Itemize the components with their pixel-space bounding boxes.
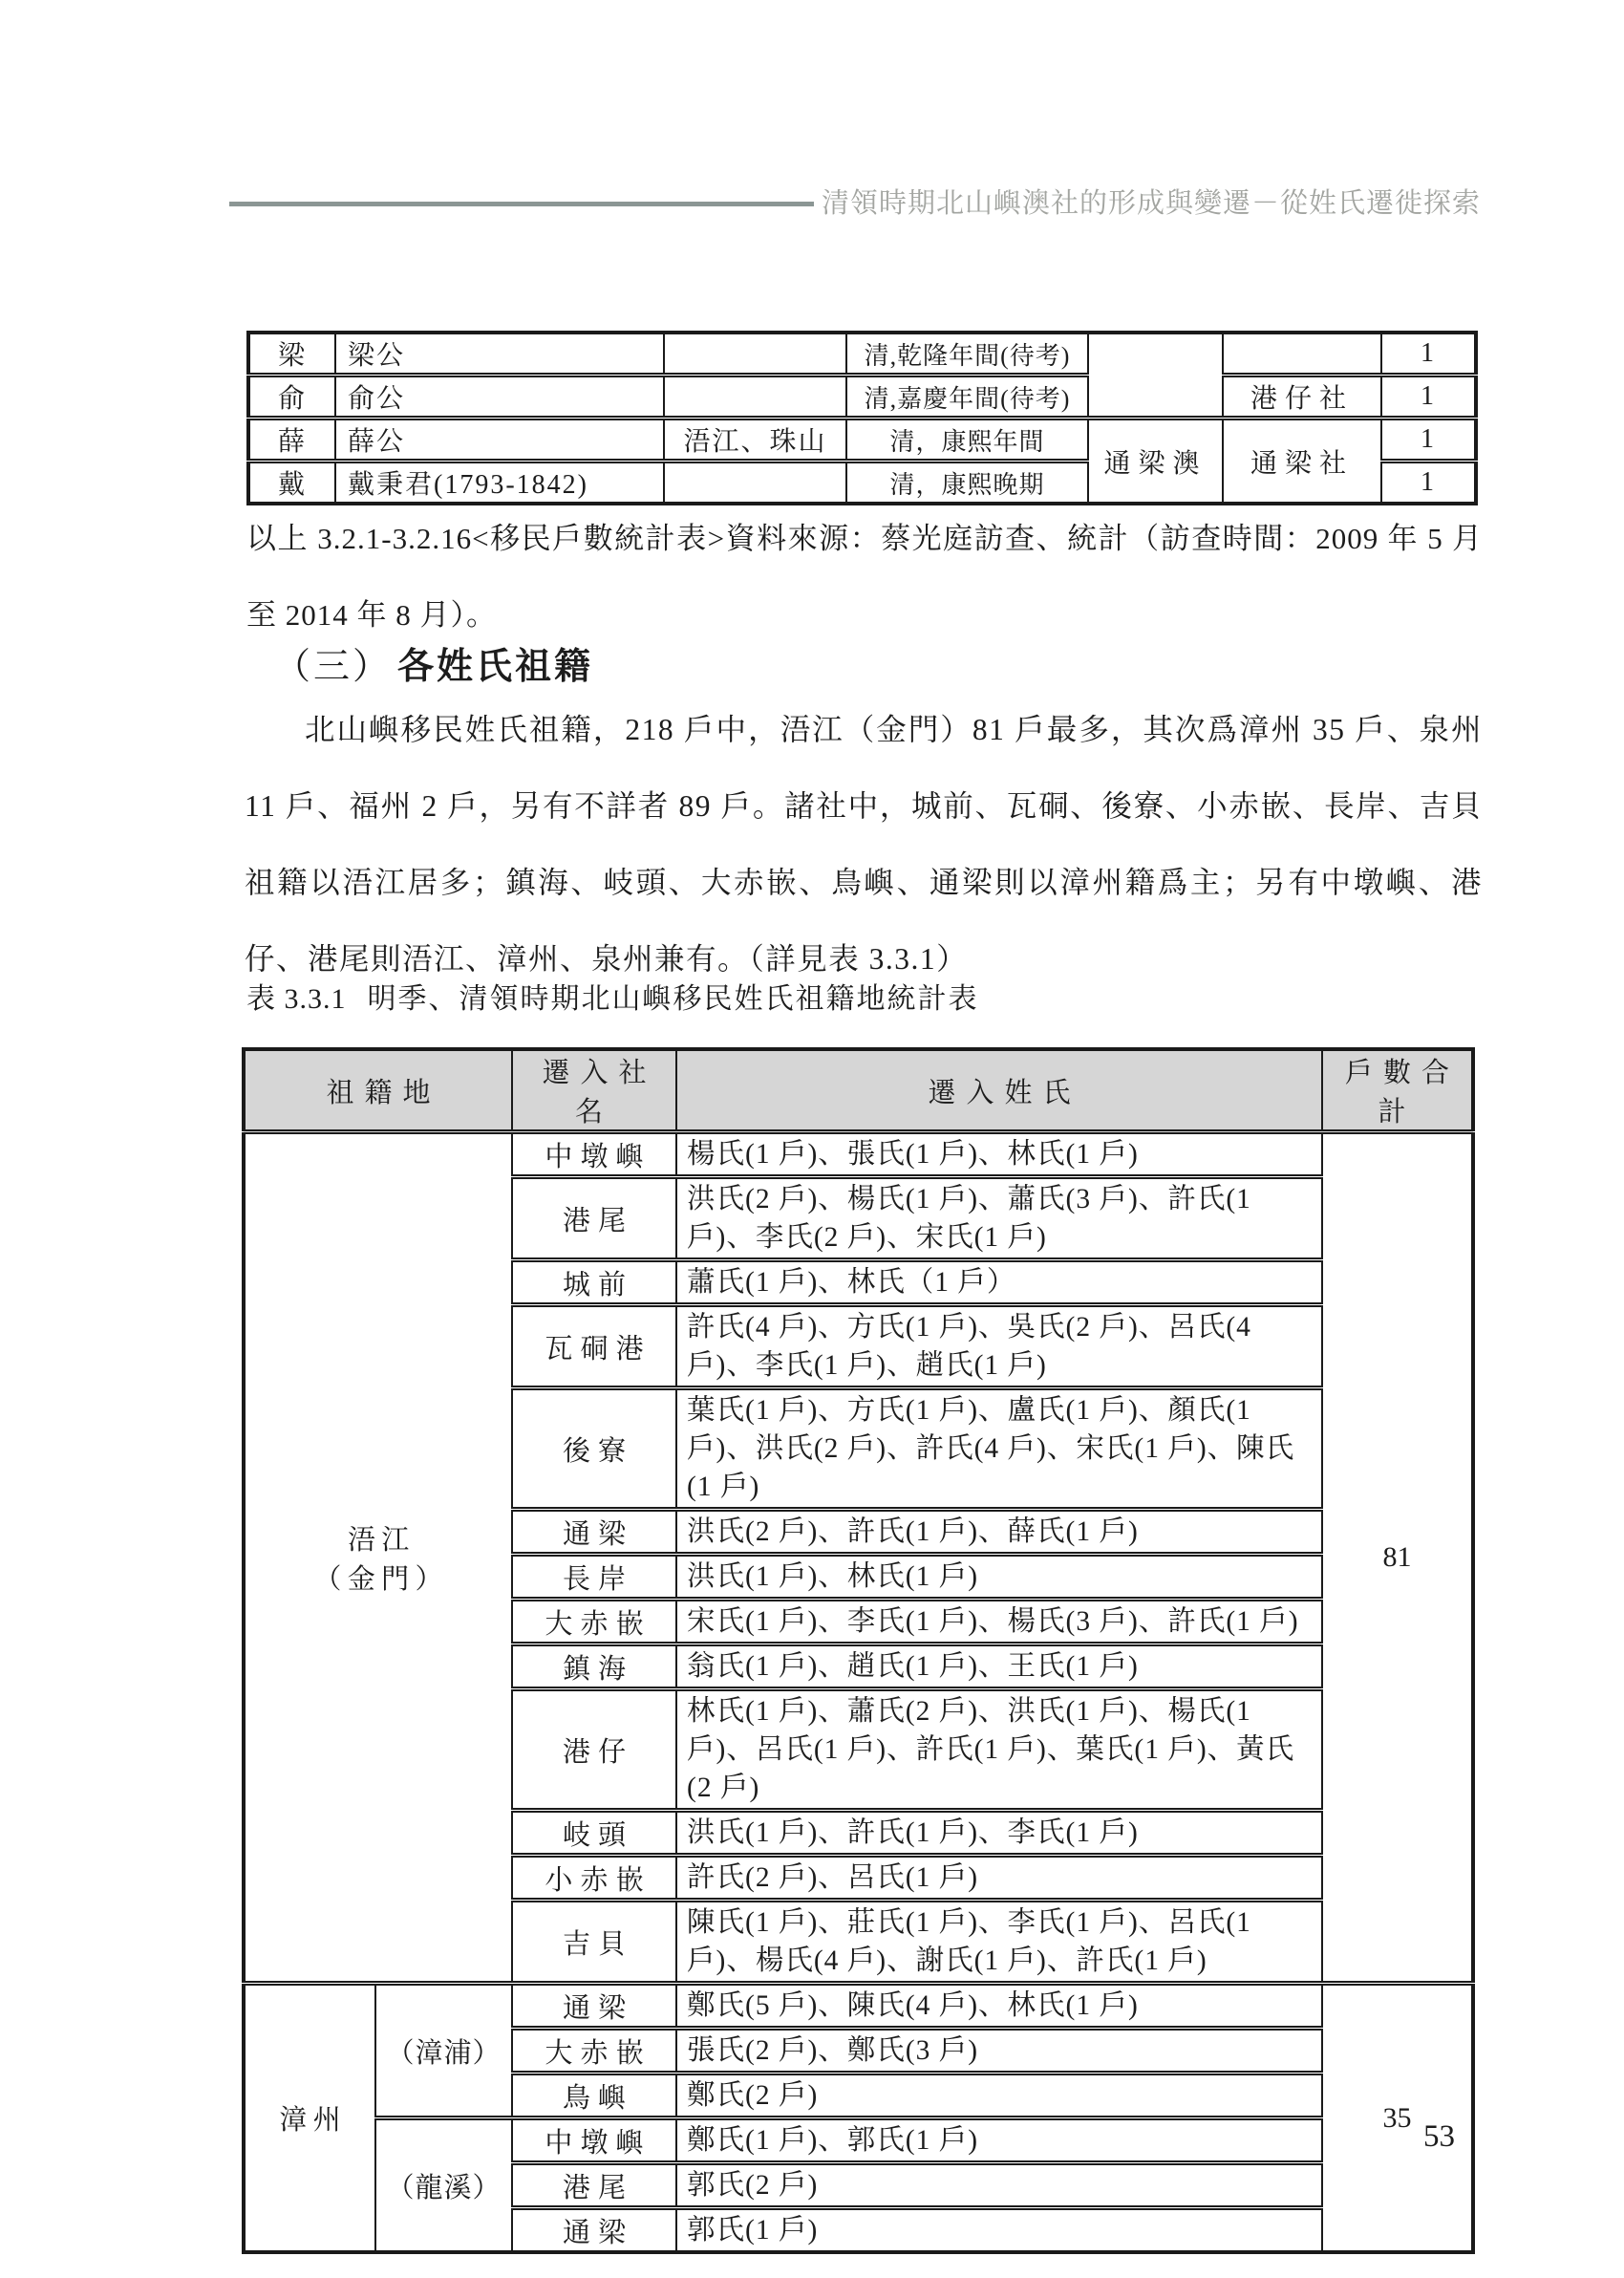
- origin-cell: [664, 376, 846, 419]
- table-caption: [246, 975, 979, 1017]
- household-total-cell: 81: [1322, 1132, 1473, 1984]
- village-cell: 港尾: [512, 2163, 676, 2208]
- table-row: [244, 1984, 1473, 2029]
- surnames-cell: 洪氏(2 戶)、許氏(1 戶)、薛氏(1 戶): [676, 1510, 1322, 1555]
- village-cell: 港尾: [512, 1177, 676, 1260]
- table-row: [244, 1132, 1473, 1177]
- era-cell: 清，康熙晚期: [846, 462, 1088, 505]
- village-cell: 鎮海: [512, 1644, 676, 1689]
- household-total-cell: 35: [1322, 1984, 1473, 2253]
- header-origin: 祖籍地: [244, 1049, 512, 1132]
- surnames-cell: 林氏(1 戶)、蕭氏(2 戶)、洪氏(1 戶)、楊氏(1 戶)、呂氏(1 戶)、許氏(1 戶)、葉氏(1 戶)、黃氏(2 戶): [676, 1689, 1322, 1811]
- surnames-cell: 郭氏(1 戶): [676, 2208, 1322, 2253]
- surnames-cell: 鄭氏(1 戶)、郭氏(1 戶): [676, 2118, 1322, 2163]
- village-cell: 通梁: [512, 1510, 676, 1555]
- origin-line: 浯江: [347, 1525, 416, 1556]
- surname-cell: 薛: [248, 419, 335, 462]
- village-cell: 港仔: [512, 1689, 676, 1811]
- village-cell: 鳥嶼: [512, 2074, 676, 2118]
- surnames-cell: 洪氏(2 戶)、楊氏(1 戶)、蕭氏(3 戶)、許氏(1 戶)、李氏(2 戶)、宋氏(1 戶): [676, 1177, 1322, 1260]
- ancestor-cell: 俞公: [335, 376, 664, 419]
- village-cell: 岐頭: [512, 1811, 676, 1856]
- village-cell: 吉貝: [512, 1901, 676, 1984]
- village-cell: 中墩嶼: [512, 1132, 676, 1177]
- village-cell: 大赤嵌: [512, 2029, 676, 2074]
- count-cell: 1: [1381, 419, 1476, 462]
- migrant-households-table: [246, 331, 1478, 505]
- count-cell: 1: [1381, 376, 1476, 419]
- era-cell: 清,嘉慶年間(待考): [846, 376, 1088, 419]
- table-caption-title: 明季、清領時期北山嶼移民姓氏祖籍地統計表: [367, 983, 979, 1015]
- she-cell: 通梁社: [1223, 419, 1381, 505]
- ancestor-cell: 梁公: [335, 333, 664, 376]
- surname-cell: 梁: [248, 333, 335, 376]
- section-number: （三）: [274, 647, 393, 687]
- ancestor-cell: 戴秉君(1793-1842): [335, 462, 664, 505]
- running-header-title: 清領時期北山嶼澳社的形成與變遷－從姓氏遷徙探索: [821, 188, 1481, 219]
- table-row: [248, 333, 1476, 376]
- ancestor-cell: 薛公: [335, 419, 664, 462]
- village-cell: 小赤嵌: [512, 1856, 676, 1901]
- she-empty-cell: [1223, 333, 1381, 376]
- count-cell: 1: [1381, 462, 1476, 505]
- era-cell: 清,乾隆年間(待考): [846, 333, 1088, 376]
- village-cell: 後寮: [512, 1388, 676, 1510]
- origin-cell: [664, 333, 846, 376]
- surnames-cell: 洪氏(1 戶)、林氏(1 戶): [676, 1555, 1322, 1600]
- she-cell: 港仔社: [1223, 376, 1381, 419]
- origin-cell: [664, 462, 846, 505]
- subregion-cell: （龍溪）: [375, 2118, 512, 2253]
- section-title: 各姓氏祖籍: [397, 647, 594, 687]
- ao-empty-cell: [1088, 333, 1223, 419]
- village-cell: 通梁: [512, 1984, 676, 2029]
- surnames-cell: 陳氏(1 戶)、莊氏(1 戶)、李氏(1 戶)、呂氏(1 戶)、楊氏(4 戶)、謝氏(1 戶)、許氏(1 戶): [676, 1901, 1322, 1984]
- ao-cell: 通梁澳: [1088, 419, 1223, 505]
- surnames-cell: 葉氏(1 戶)、方氏(1 戶)、盧氏(1 戶)、顏氏(1 戶)、洪氏(2 戶)、許氏(4 戶)、宋氏(1 戶)、陳氏(1 戶): [676, 1388, 1322, 1510]
- header-village: 遷入社名: [512, 1049, 676, 1132]
- surname-cell: 俞: [248, 376, 335, 419]
- village-cell: 中墩嶼: [512, 2118, 676, 2163]
- origin-cell: [244, 1132, 512, 1984]
- table-header-row: [244, 1049, 1473, 1132]
- table-row: [248, 419, 1476, 462]
- surnames-cell: 楊氏(1 戶)、張氏(1 戶)、林氏(1 戶): [676, 1132, 1322, 1177]
- surnames-cell: 鄭氏(2 戶): [676, 2074, 1322, 2118]
- village-cell: 長岸: [512, 1555, 676, 1600]
- origin-cell: 浯江、珠山: [664, 419, 846, 462]
- surnames-cell: 張氏(2 戶)、鄭氏(3 戶): [676, 2029, 1322, 2074]
- origin-cell: 漳州: [244, 1984, 375, 2253]
- source-note: 以上 3.2.1-3.2.16<移民戶數統計表>資料來源：蔡光庭訪查、統計（訪查時間：2009 年 5 月至 2014 年 8 月）。: [246, 522, 1483, 632]
- count-cell: 1: [1381, 333, 1476, 376]
- surnames-cell: 許氏(2 戶)、呂氏(1 戶): [676, 1856, 1322, 1901]
- header-surnames: 遷入姓氏: [676, 1049, 1322, 1132]
- table-row: [248, 376, 1476, 419]
- surnames-cell: 翁氏(1 戶)、趙氏(1 戶)、王氏(1 戶): [676, 1644, 1322, 1689]
- village-cell: 城前: [512, 1260, 676, 1305]
- body-paragraph: 北山嶼移民姓氏祖籍，218 戶中，浯江（金門）81 戶最多，其次爲漳州 35 戶、泉州 11 戶、福州 2 戶，另有不詳者 89 戶。諸社中，城前、瓦硐、後寮、小赤嵌、長岸、吉貝祖籍以浯江居多；鎮海、岐頭、大赤嵌、鳥嶼、通梁則以漳州籍爲主；另有中墩嶼、港仔、港尾則浯江、漳州、泉州兼有。（詳見表 3.3.1）: [245, 713, 1483, 976]
- surnames-cell: 鄭氏(5 戶)、陳氏(4 戶)、林氏(1 戶): [676, 1984, 1322, 2029]
- section-heading: [274, 636, 593, 689]
- surnames-cell: 蕭氏(1 戶)、林氏（1 戶）: [676, 1260, 1322, 1305]
- surnames-cell: 許氏(4 戶)、方氏(1 戶)、吳氏(2 戶)、呂氏(4 戶)、李氏(1 戶)、趙氏(1 戶): [676, 1305, 1322, 1388]
- ancestral-origin-table: [242, 1047, 1475, 2254]
- village-cell: 大赤嵌: [512, 1600, 676, 1644]
- origin-line: （金門）: [313, 1564, 449, 1595]
- surnames-cell: 洪氏(1 戶)、許氏(1 戶)、李氏(1 戶): [676, 1811, 1322, 1856]
- village-cell: 瓦硐港: [512, 1305, 676, 1388]
- surname-cell: 戴: [248, 462, 335, 505]
- surnames-cell: 郭氏(2 戶): [676, 2163, 1322, 2208]
- table-row: [244, 2118, 1473, 2163]
- era-cell: 清，康熙年間: [846, 419, 1088, 462]
- table-caption-label: 表 3.3.1: [246, 983, 347, 1015]
- subregion-cell: （漳浦）: [375, 1984, 512, 2118]
- header-total: 戶數合計: [1322, 1049, 1473, 1132]
- village-cell: 通梁: [512, 2208, 676, 2253]
- surnames-cell: 宋氏(1 戶)、李氏(1 戶)、楊氏(3 戶)、許氏(1 戶): [676, 1600, 1322, 1644]
- page-number: 53: [1423, 2119, 1455, 2154]
